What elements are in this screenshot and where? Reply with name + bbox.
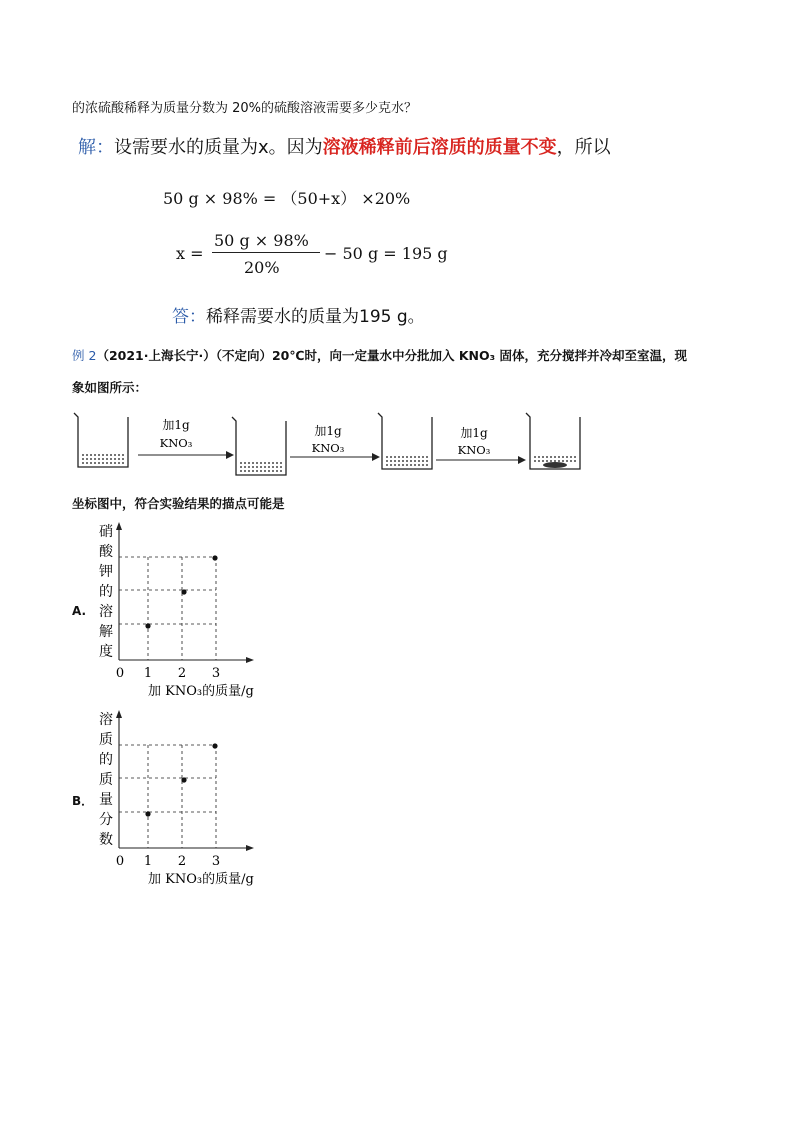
chart-a-ylabel-4: 溶 [99, 604, 113, 620]
arrow-2-top: 加1g [314, 424, 342, 438]
chart-a-ylabel-5: 解 [99, 624, 113, 640]
answer-text: 稀释需要水的质量为195 g。 [206, 307, 425, 327]
chart-a-xtick-1: 1 [143, 666, 153, 681]
chart-a-xlabel: 加 KNO₃的质量/g [148, 684, 254, 699]
chart-b-point-1 [145, 811, 150, 816]
example-line-1 [72, 346, 687, 364]
chart-a-xtick-2: 2 [177, 666, 187, 681]
solution-label: 解 [78, 137, 96, 158]
chart-b-ylabel-6: 数 [99, 832, 113, 848]
chart-a-point-3 [212, 555, 217, 560]
chart-a-x-arrow [246, 657, 254, 663]
chart-a-xtick-3: 3 [211, 666, 221, 681]
chart-b-xtick-2: 2 [177, 854, 187, 869]
beaker-4 [526, 413, 580, 469]
arrow-1-bottom: KNO₃ [159, 436, 193, 450]
arrow-3-head [518, 456, 526, 464]
chart-b [90, 708, 260, 888]
chart-b-xtick-0: 0 [115, 854, 125, 869]
arrow-1-head [226, 451, 234, 459]
chart-b-ylabel-2: 的 [99, 752, 113, 768]
chart-a-xtick-0: 0 [115, 666, 125, 681]
arrow-2-head [372, 453, 380, 461]
beaker-2 [232, 417, 286, 475]
arrow-1-top: 加1g [162, 418, 190, 432]
solution-text-before: 设需要水的质量为x。因为 [114, 137, 323, 158]
chart-a-ylabel-2: 钾 [99, 564, 113, 580]
option-b-label: B． [72, 794, 94, 808]
chart-b-y-arrow [116, 710, 122, 718]
chart-b-point-2 [181, 777, 186, 782]
equation-2-numerator: 50 g × 98% [214, 231, 309, 250]
beaker-1 [74, 413, 128, 467]
solution-emphasis: 溶液稀释前后溶质的质量不变 [322, 137, 557, 158]
chart-a-point-1 [145, 623, 150, 628]
beaker-diagram [66, 405, 596, 477]
undissolved-solid [543, 462, 567, 468]
chart-b-ylabel-4: 量 [99, 792, 113, 808]
chart-b-ylabel-1: 质 [99, 732, 113, 748]
chart-b-ylabel-0: 溶 [99, 712, 113, 728]
chart-a-y-arrow [116, 522, 122, 530]
arrow-3-bottom: KNO₃ [457, 443, 491, 457]
question-line: 的浓硫酸稀释为质量分数为 20%的硫酸溶液需要多少克水？ [72, 101, 418, 116]
solution-colon: ： [96, 137, 114, 158]
arrow-2-bottom: KNO₃ [311, 441, 345, 455]
fraction-bar [212, 252, 320, 253]
answer-line [172, 302, 425, 327]
solution-text-after: ，所以 [556, 137, 611, 158]
chart-b-xlabel: 加 KNO₃的质量/g [148, 872, 254, 887]
coord-prompt: 坐标图中，符合实验结果的描点可能是 [72, 496, 285, 511]
chart-b-xtick-1: 1 [143, 854, 153, 869]
option-a-label: A. [72, 604, 87, 618]
chart-b-xtick-3: 3 [211, 854, 221, 869]
chart-a-ylabel-6: 度 [99, 644, 113, 660]
solution-line [78, 133, 611, 159]
chart-b-ylabel-3: 质 [99, 772, 113, 788]
equation-2-lhs: x = [176, 244, 204, 263]
example-text: （2021·上海长宁·）（不定向）20℃时，向一定量水中分批加入 KNO₃ 固体，充分搅拌并冷却至室温，现 [96, 348, 687, 363]
answer-label: 答 [172, 307, 189, 327]
chart-a-ylabel-1: 酸 [99, 544, 113, 560]
beaker-3 [378, 413, 432, 469]
chart-b-point-3 [212, 743, 217, 748]
equation-2-rest: − 50 g = 195 g [324, 244, 448, 263]
chart-a-ylabel-0: 硝 [99, 524, 113, 540]
answer-colon: ： [189, 307, 206, 327]
chart-a-ylabel-3: 的 [99, 584, 113, 600]
equation-1: 50 g × 98% = （50+x） ×20% [163, 189, 411, 208]
example-tag: 例 2 [72, 348, 97, 363]
arrow-3-top: 加1g [460, 426, 488, 440]
chart-a-point-2 [181, 589, 186, 594]
chart-a [90, 520, 260, 700]
example-line-2: 象如图所示： [72, 380, 148, 395]
chart-b-x-arrow [246, 845, 254, 851]
chart-b-ylabel-5: 分 [99, 812, 113, 828]
equation-2-denominator: 20% [244, 258, 280, 277]
